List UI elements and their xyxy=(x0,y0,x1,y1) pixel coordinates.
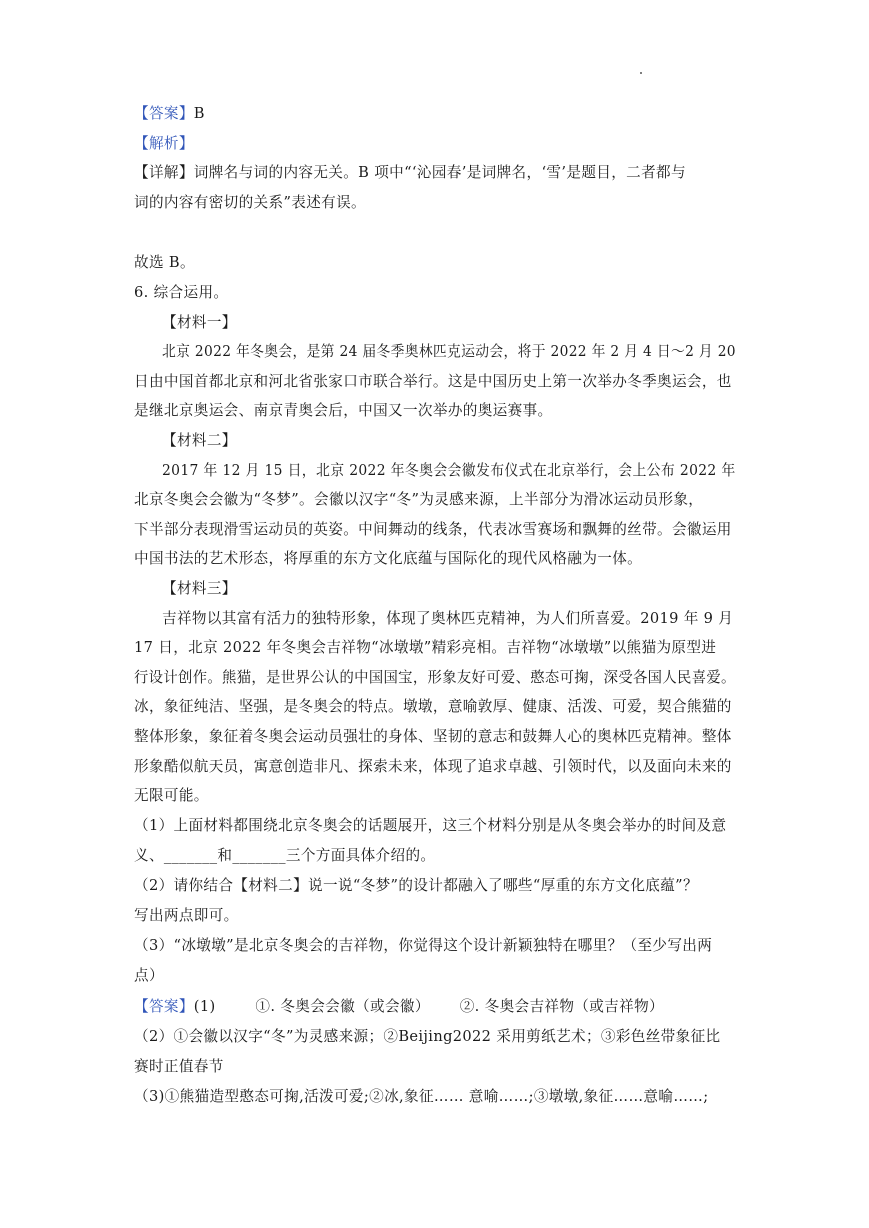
subquestion-2-line: 写出两点即可。 xyxy=(134,907,239,924)
material-1-line: 北京 2022 年冬奥会，是第 24 届冬季奥林匹克运动会，将于 2022 年 2 月 4 日～2 月 20 xyxy=(162,343,736,360)
answer-line xyxy=(134,104,205,124)
answer-2-line xyxy=(134,997,664,1017)
answer-2-part-1: (1) ①. 冬奥会会徽（或会徽） ②. 冬奥会吉祥物（或吉祥物） xyxy=(193,998,664,1015)
material-3-line: 冰，象征纯洁、坚强，是冬奥会的特点。墩墩，意喻敦厚、健康、活泼、可爱，契合熊猫的 xyxy=(134,698,732,715)
material-3-line: 无限可能。 xyxy=(134,787,209,804)
answer-2-tag: 【答案】 xyxy=(134,998,194,1015)
answer-2-sub-3-line: （3)①熊猫造型憨态可掬,活泼可爱;②冰,象征…… 意喻……;③墩墩,象征……意喻……; xyxy=(134,1088,709,1105)
subquestion-3-line: （3）“冰墩墩”是北京冬奥会的吉祥物，你觉得这个设计新颖独特在哪里？（至少写出两 xyxy=(134,937,713,954)
material-2-line: 下半部分表现滑雪运动员的英姿。中间舞动的线条，代表冰雪赛场和飘舞的丝带。会徽运用 xyxy=(134,521,732,538)
subquestion-1-line: 义、_______和_______三个方面具体介绍的。 xyxy=(134,847,436,864)
material-2-title: 【材料二】 xyxy=(162,432,237,449)
material-2-line: 2017 年 12 月 15 日，北京 2022 年冬奥会会徽发布仪式在北京举行，会上公布 2022 年 xyxy=(162,462,736,479)
question-title: 6. 综合运用。 xyxy=(134,284,229,301)
material-3-line: 17 日，北京 2022 年冬奥会吉祥物“冰墩墩”精彩亮相。吉祥物“冰墩墩”以熊猫为原型进 xyxy=(134,639,717,656)
material-1-line: 是继北京奥运会、南京青奥会后，中国又一次举办的奥运赛事。 xyxy=(134,402,553,419)
material-1-line: 日由中国首都北京和河北省张家口市联合举行。这是中国历史上第一次举办冬季奥运会，也 xyxy=(134,373,732,390)
answer-2-sub-2-line: （2）①会徽以汉字“冬”为灵感来源；②Beijing2022 采用剪纸艺术；③彩色丝带象征比 xyxy=(134,1028,721,1045)
material-2-line: 北京冬奥会会徽为“冬梦”。会徽以汉字“冬”为灵感来源，上半部分为滑冰运动员形象， xyxy=(134,491,704,508)
answer-2-sub-2-line: 赛时正值春节 xyxy=(134,1058,224,1075)
material-3-line: 整体形象，象征着冬奥会运动员强壮的身体、坚韧的意志和鼓舞人心的奥林匹克精神。整体 xyxy=(134,728,732,745)
material-3-title: 【材料三】 xyxy=(162,580,237,597)
page-mark-dot xyxy=(640,72,642,74)
material-3-line: 形象酷似航天员，寓意创造非凡、探索未来，体现了追求卓越、引领时代，以及面向未来的 xyxy=(134,758,732,775)
analysis-tag: 【解析】 xyxy=(134,135,194,152)
answer-value: B xyxy=(193,105,205,122)
answer-tag: 【答案】 xyxy=(134,105,194,122)
subquestion-1-line: （1）上面材料都围绕北京冬奥会的话题展开，这三个材料分别是从冬奥会举办的时间及意 xyxy=(134,817,727,834)
detail-line-2: 词的内容有密切的关系”表述有误。 xyxy=(134,194,366,211)
material-3-line: 行设计创作。熊猫，是世界公认的中国国宝，形象友好可爱、憨态可掬，深受各国人民喜爱。 xyxy=(134,669,736,686)
conclusion-line: 故选 B。 xyxy=(134,254,195,271)
material-1-title: 【材料一】 xyxy=(162,314,237,331)
subquestion-3-line: 点） xyxy=(134,967,164,984)
material-2-line: 中国书法的艺术形态，将厚重的东方文化底蕴与国际化的现代风格融为一体。 xyxy=(134,550,643,567)
subquestion-2-line: （2）请你结合【材料二】说一说“冬梦”的设计都融入了哪些“厚重的东方文化底蕴”？ xyxy=(134,877,698,894)
material-3-line: 吉祥物以其富有活力的独特形象，体现了奥林匹克精神，为人们所喜爱。2019 年 9 月 xyxy=(162,610,734,627)
detail-line-1: 【详解】词牌名与词的内容无关。B 项中“‘沁园春’是词牌名，‘雪’是题目，二者都与 xyxy=(134,164,686,181)
